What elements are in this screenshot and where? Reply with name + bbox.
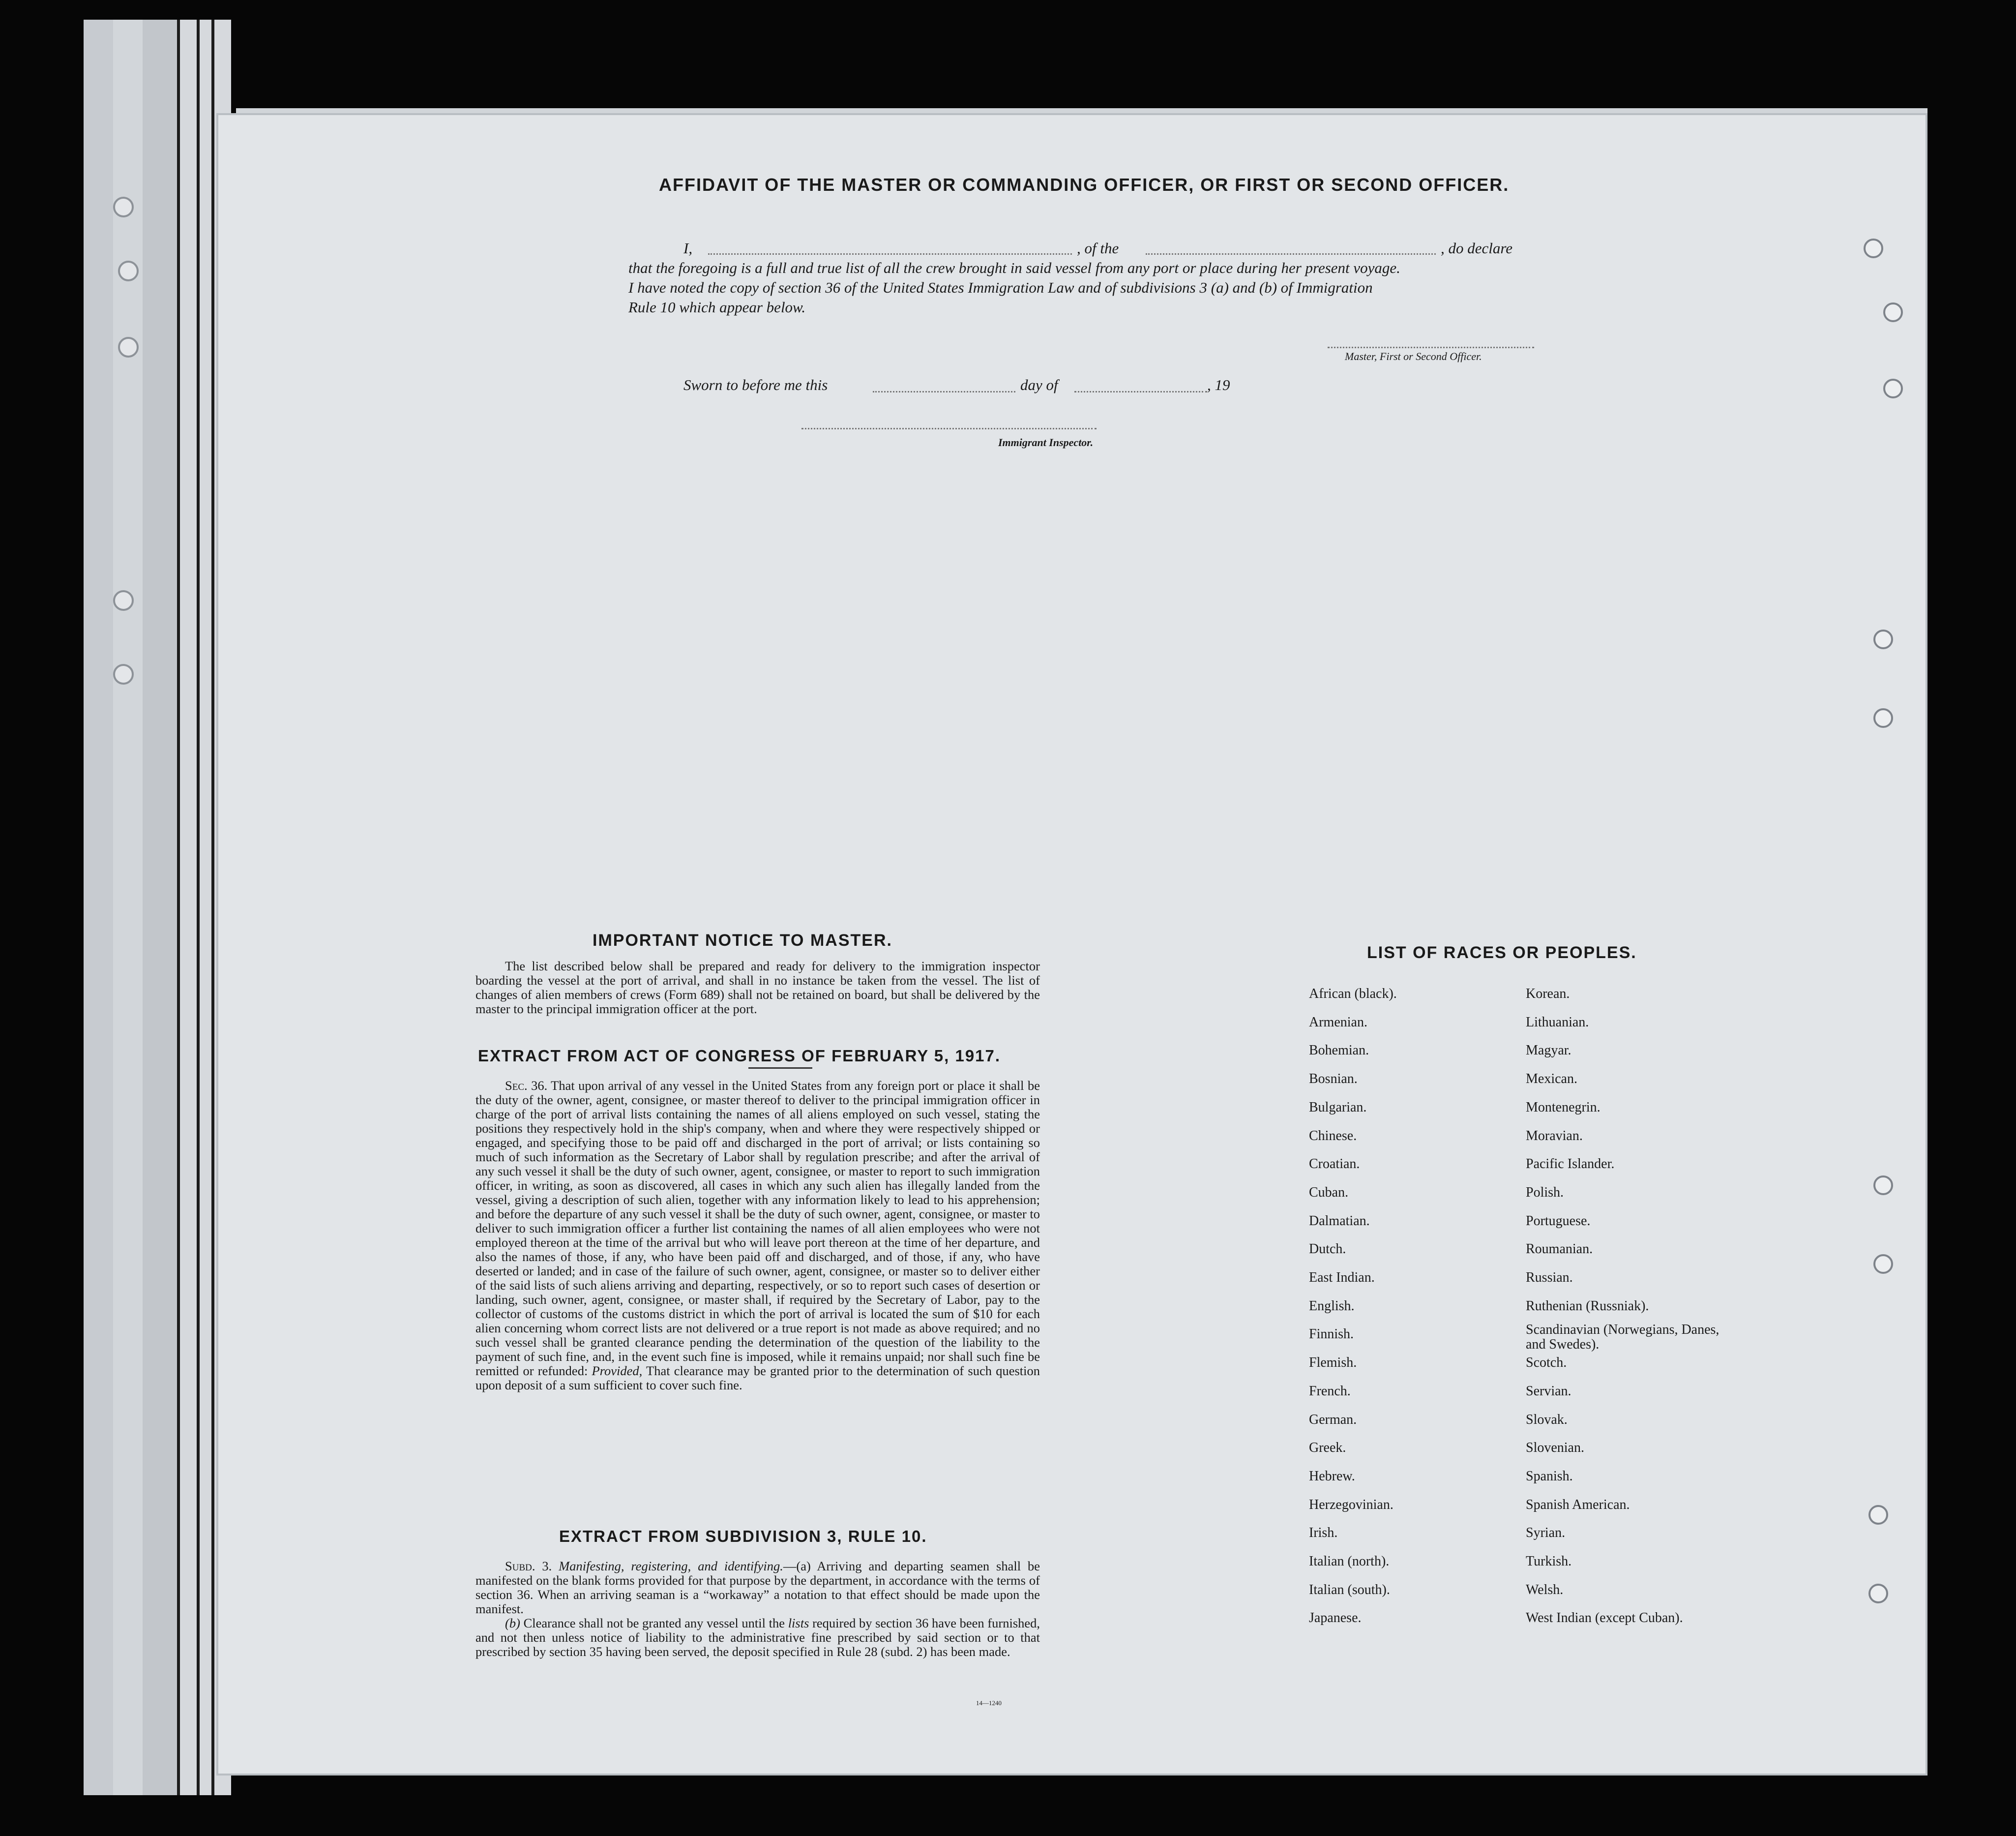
sheet-hole: [1868, 1505, 1888, 1525]
race-item-right: Spanish American.: [1526, 1497, 1630, 1512]
binder-hole: [118, 337, 139, 358]
subdivision-a: [475, 1559, 1040, 1616]
race-item-right: Scotch.: [1526, 1355, 1567, 1371]
race-item-left: Chinese.: [1309, 1128, 1357, 1144]
year-text: , 19: [1207, 376, 1230, 393]
act-extract-body: [475, 1079, 1040, 1392]
affidavit-line-2: that the foregoing is a full and true list of all the crew brought in said vessel from any port or place during her present voyage.: [628, 259, 1400, 276]
race-item-left: Hebrew.: [1309, 1468, 1355, 1484]
section-36-text: That upon arrival of any vessel in the United States from any foreign port or place it shall be the duty of the owner, agent, consignee, or master thereof to deliver to the principal immigration officer in charge of the port of arrival lists containing the names of all aliens employed on such vessel, stating the positions they respectively hold in the ship's company, when and where they were respectively shipped or engaged, and specifying those to be paid off and discharged in the port of arrival; or lists containing so much of such information as the Secretary of Labor shall by regulation prescribe; and after the arrival of any such vessel it shall be the duty of such owner, agent, consignee, or master to report to such immigration officer, in writing, as soon as discovered, all cases in which any such alien has illegally landed from the vessel, giving a description of such alien, together with any information likely to lead to his apprehension; and before the departure of any such vessel it shall be the duty of such owner, agent, consignee, or master to deliver to such immigration officer a further list containing the names of all alien employees who were not employed thereon at the time of the arrival but who will leave port thereon at the time of her departure, and also the names of those, if any, who have been paid off and discharged, and of those, if any, who have deserted or landed; and in case of the failure of such owner, agent, consignee, or master so to deliver either of the said lists of such aliens arriving and departing, respectively, or so to report such cases of desertion or landing, such owner, agent, consignee, or master shall, if required by the Secretary of Labor, pay to the collector of customs of the customs district in which the port of arrival is located the sum of $10 for each alien concerning whom correct lists are not delivered or a true report is not made as above required; and no such vessel shall be granted clearance pending the determination of the question of the liability to the payment of such fine, and, in the event such fine is imposed, while it remains unpaid; nor shall such fine be remitted or refunded:: [475, 1078, 1040, 1378]
race-item-right: Servian.: [1526, 1383, 1571, 1399]
race-item-left: English.: [1309, 1298, 1355, 1314]
sworn-month-blank: [1074, 391, 1207, 392]
race-item-right: Slovenian.: [1526, 1440, 1584, 1456]
act-extract-title: EXTRACT FROM ACT OF CONGRESS OF FEBRUARY 5, 1917.: [478, 1047, 1001, 1065]
sheet-hole: [1873, 1175, 1893, 1195]
race-item-right: Lithuanian.: [1526, 1014, 1589, 1030]
b-text-2: required by section 36 have been furnished, and not then unless notice of liability to the administrative fine prescribed by said section or to that prescribed by section 35 having been served, the deposit specified in Rule 28 (subd. 2) has been made.: [475, 1616, 1040, 1659]
race-item-right: Polish.: [1526, 1184, 1564, 1200]
race-item-left: German.: [1309, 1412, 1357, 1427]
rule-extract-title: EXTRACT FROM SUBDIVISION 3, RULE 10.: [559, 1527, 927, 1545]
race-item-left: Dalmatian.: [1309, 1213, 1370, 1229]
race-item-left: Armenian.: [1309, 1014, 1367, 1030]
races-title: LIST OF RACES OR PEOPLES.: [1367, 943, 1637, 962]
race-item-left: Irish.: [1309, 1525, 1338, 1541]
section-label: Sec. 36.: [505, 1078, 548, 1093]
race-item-right: Moravian.: [1526, 1128, 1583, 1144]
race-item-left: Italian (north).: [1309, 1554, 1390, 1569]
sheet-hole: [1864, 239, 1883, 258]
sheet-hole: [1883, 379, 1903, 398]
form-number: 14—1240: [976, 1699, 1002, 1707]
affidavit-line-4: Rule 10 which appear below.: [628, 299, 806, 316]
rule-extract-body: [475, 1559, 1040, 1659]
race-item-left: East Indian.: [1309, 1270, 1375, 1285]
subd-heading: Manifesting, registering, and identifying.: [559, 1559, 783, 1573]
race-item-left: French.: [1309, 1383, 1351, 1399]
race-item-right: Spanish.: [1526, 1468, 1573, 1484]
sheet-hole: [1868, 1584, 1888, 1603]
manifest-sheet: [216, 113, 1927, 1776]
race-item-right: Slovak.: [1526, 1412, 1568, 1427]
race-item-right: Roumanian.: [1526, 1241, 1593, 1257]
race-item-right: Montenegrin.: [1526, 1099, 1601, 1115]
notice-title: IMPORTANT NOTICE TO MASTER.: [593, 931, 892, 950]
binder-hole: [113, 197, 134, 217]
page-edge-line: [211, 20, 214, 1795]
binder-page-edges: [30, 20, 216, 1795]
race-item-right: Scandinavian (Norwegians, Danes, and Swedes).: [1526, 1322, 1720, 1353]
notice-text: The list described below shall be prepared and ready for delivery to the immigration inspector boarding the vessel at the port of arrival, and shall in no instance be taken from the vessel. The list of changes of alien members of crews (Form 689) shall not be retained on board, but shall be delivered by the master to the principal immigration officer at the port.: [475, 959, 1040, 1016]
race-item-right: Syrian.: [1526, 1525, 1566, 1541]
race-item-left: Italian (south).: [1309, 1582, 1390, 1597]
race-item-left: Cuban.: [1309, 1184, 1349, 1200]
sheet-hole: [1883, 302, 1903, 322]
b-text-1: Clearance shall not be granted any vessel until the: [523, 1616, 785, 1630]
sheet-hole: [1873, 708, 1893, 728]
race-item-left: Greek.: [1309, 1440, 1346, 1456]
b-label: (b): [505, 1616, 520, 1630]
affidavit-i: I,: [683, 240, 693, 257]
binder-hole: [113, 664, 134, 685]
race-item-left: Herzegovinian.: [1309, 1497, 1393, 1512]
sheet-hole: [1873, 1254, 1893, 1274]
race-item-right: Turkish.: [1526, 1554, 1572, 1569]
race-item-left: African (black).: [1309, 986, 1397, 1001]
race-item-right: Ruthenian (Russniak).: [1526, 1298, 1649, 1314]
sheet-hole: [1873, 630, 1893, 649]
race-item-left: Bulgarian.: [1309, 1099, 1367, 1115]
notice-body: [475, 959, 1040, 1016]
race-item-right: Pacific Islander.: [1526, 1156, 1615, 1172]
race-item-left: Dutch.: [1309, 1241, 1346, 1257]
master-signature-line: [1328, 347, 1534, 348]
page-edge-line: [177, 20, 180, 1795]
subd-label: Subd. 3.: [505, 1559, 552, 1573]
section-36-paragraph: [475, 1079, 1040, 1392]
sworn-day-blank: [873, 391, 1015, 392]
affidavit-of-the: , of the: [1077, 240, 1119, 257]
race-item-right: Portuguese.: [1526, 1213, 1591, 1229]
race-item-left: Flemish.: [1309, 1355, 1357, 1371]
race-item-right: Magyar.: [1526, 1043, 1571, 1058]
a-text: Arriving and departing seamen shall be manifested on the blank forms provided for that purpose by the department, in accordance with the terms of section 36. When an arriving seaman is a “workaway” a notation to that effect should be made upon the manifest.: [475, 1559, 1040, 1616]
affidavit-title: AFFIDAVIT OF THE MASTER OR COMMANDING OFFICER, OR FIRST OR SECOND OFFICER.: [659, 175, 1510, 195]
a-label: —(a): [783, 1559, 811, 1573]
sworn-text: Sworn to before me this: [683, 376, 828, 393]
race-item-right: Mexican.: [1526, 1071, 1577, 1087]
race-item-left: Japanese.: [1309, 1610, 1362, 1626]
b-lists: lists: [788, 1616, 809, 1630]
binder-hole: [118, 261, 139, 281]
binder-hole: [113, 590, 134, 611]
title-underline: [748, 1067, 812, 1069]
race-item-right: Welsh.: [1526, 1582, 1564, 1597]
race-item-left: Finnish.: [1309, 1326, 1354, 1342]
race-item-right: Russian.: [1526, 1270, 1573, 1285]
page-edge-line: [197, 20, 200, 1795]
master-signature-label: Master, First or Second Officer.: [1345, 350, 1482, 362]
subdivision-b: [475, 1616, 1040, 1659]
race-item-right: West Indian (except Cuban).: [1526, 1610, 1683, 1626]
affidavit-declare: , do declare: [1441, 240, 1513, 257]
day-of-text: day of: [1020, 376, 1058, 393]
race-item-left: Bosnian.: [1309, 1071, 1358, 1087]
inspector-signature-line: [801, 428, 1097, 429]
vessel-blank-line: [1146, 253, 1436, 255]
race-item-right: Korean.: [1526, 986, 1570, 1001]
section-36-end: That clearance may be granted prior to the determination of such question upon deposit of a sum sufficient to cover such fine.: [475, 1363, 1040, 1392]
race-item-left: Bohemian.: [1309, 1043, 1369, 1058]
race-item-left: Croatian.: [1309, 1156, 1360, 1172]
affidavit-line-3: I have noted the copy of section 36 of the United States Immigration Law and of subdivisions 3 (a) and (b) of Immigration: [628, 279, 1373, 296]
provided-word: Provided,: [592, 1363, 643, 1378]
inspector-signature-label: Immigrant Inspector.: [998, 436, 1094, 449]
name-blank-line: [708, 253, 1072, 255]
